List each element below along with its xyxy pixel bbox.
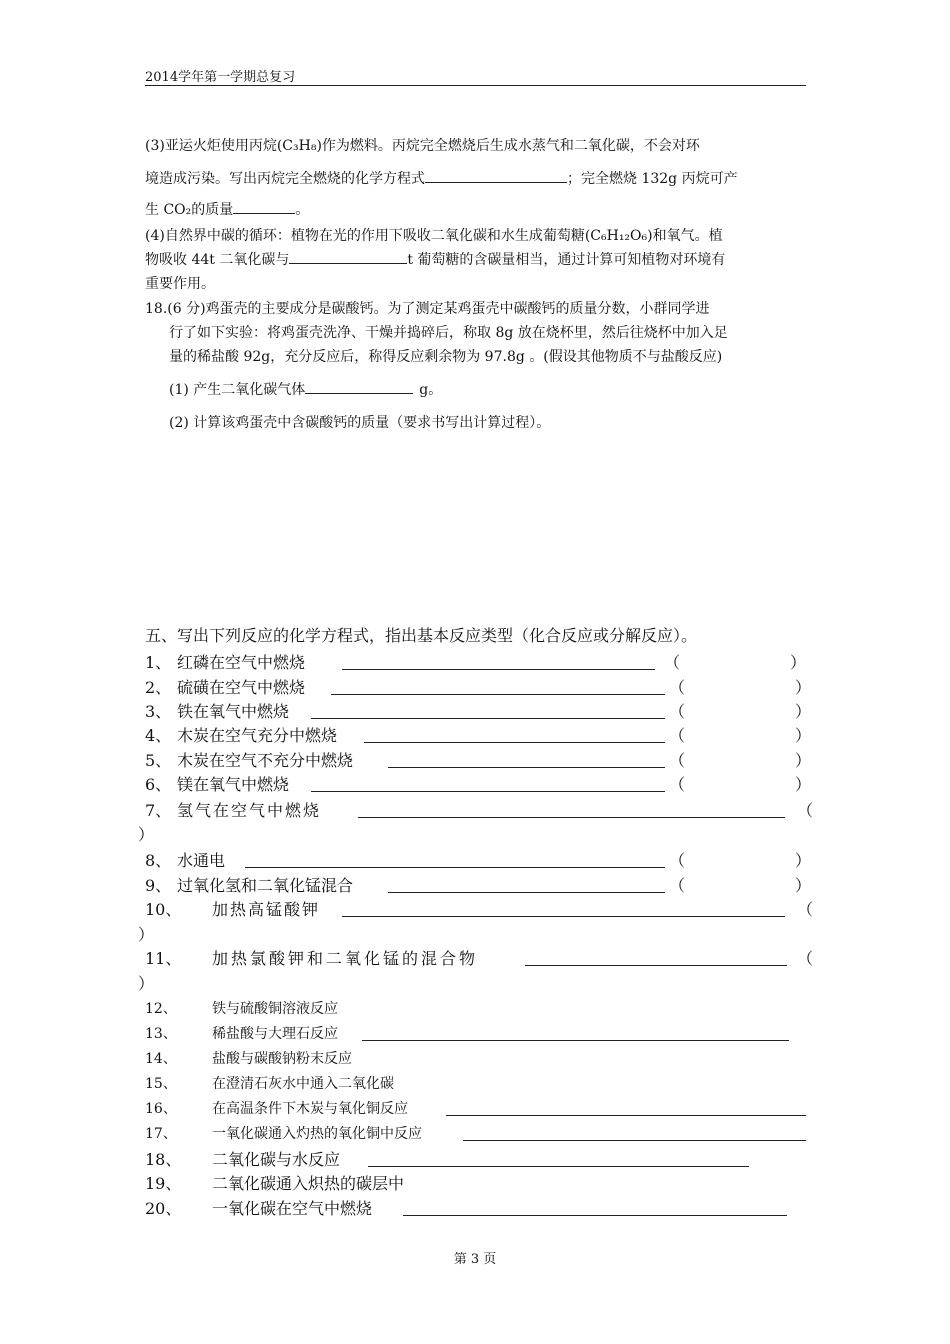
reaction-type-open-paren: （: [669, 678, 686, 697]
reaction-number: 15、: [145, 1076, 177, 1092]
reaction-type-close-paren: ）: [790, 653, 807, 672]
reaction-text: 木炭在空气不充分中燃烧: [177, 751, 354, 770]
q18-line1: 18.(6 分)鸡蛋壳的主要成分是碳酸钙。为了测定某鸡蛋壳中碳酸钙的质量分数，小群同学进: [145, 301, 710, 317]
equation-blank[interactable]: [463, 1140, 806, 1141]
q4-glucose-blank[interactable]: [289, 249, 407, 264]
reaction-type-open-paren: （: [669, 876, 686, 895]
reaction-number: 13、: [145, 1026, 177, 1042]
q18-sub2: (2) 计算该鸡蛋壳中含碳酸钙的质量（要求书写出计算过程）。: [169, 415, 551, 431]
q3-line3-end: 。: [295, 202, 310, 218]
q18-co2-blank[interactable]: [305, 379, 413, 394]
reaction-text: 木炭在空气充分中燃烧: [177, 726, 338, 745]
reaction-number: 20、: [145, 1199, 182, 1218]
reaction-type-close-paren: ）: [138, 825, 155, 844]
reaction-type-close-paren: ）: [138, 925, 155, 944]
reaction-text: 二氧化碳与水反应: [212, 1150, 341, 1169]
reaction-type-open-paren: （: [797, 801, 814, 820]
reaction-type-close-paren: ）: [795, 678, 812, 697]
equation-blank[interactable]: [245, 867, 665, 868]
reaction-number: 9、: [145, 876, 172, 895]
reaction-number: 3、: [145, 702, 172, 721]
reaction-type-open-paren: （: [669, 751, 686, 770]
q3-line2-text-b: ；完全燃烧 132g 丙烷可产: [567, 171, 738, 187]
equation-blank[interactable]: [311, 718, 665, 719]
equation-blank[interactable]: [403, 1215, 787, 1216]
reaction-number: 11、: [145, 949, 182, 968]
q4-line2: [145, 249, 725, 269]
reaction-number: 2、: [145, 678, 172, 697]
reaction-type-open-paren: （: [664, 653, 681, 672]
page-header-title: 2014学年第一学期总复习: [145, 70, 296, 85]
reaction-text: 水通电: [177, 851, 226, 870]
reaction-text: 在澄清石灰水中通入二氧化碳: [212, 1076, 394, 1092]
reaction-type-close-paren: ）: [138, 974, 155, 993]
reaction-text: 一氧化碳在空气中燃烧: [212, 1199, 373, 1218]
reaction-text: 加热氯酸钾和二氧化锰的混合物: [212, 949, 479, 968]
reaction-type-close-paren: ）: [795, 851, 812, 870]
reaction-number: 10、: [145, 900, 182, 919]
equation-blank[interactable]: [331, 694, 665, 695]
reaction-text: 镁在氧气中燃烧: [177, 775, 290, 794]
reaction-number: 12、: [145, 1001, 177, 1017]
page-number: 第 3 页: [453, 1252, 497, 1267]
reaction-text: 二氧化碳通入炽热的碳层中: [212, 1174, 405, 1193]
equation-blank[interactable]: [358, 817, 785, 818]
equation-blank[interactable]: [388, 767, 665, 768]
q4-line2-text: 物吸收 44t 二氧化碳与: [145, 252, 290, 268]
section5-title: 五、写出下列反应的化学方程式，指出基本反应类型（化合反应或分解反应）。: [145, 626, 698, 645]
equation-blank[interactable]: [388, 892, 665, 893]
q18-sub1-text: (1) 产生二氧化碳气体: [169, 382, 306, 398]
q18-sub1: [169, 379, 442, 399]
reaction-number: 7、: [145, 801, 172, 820]
reaction-text: 过氧化氢和二氧化锰混合: [177, 876, 354, 895]
reaction-number: 19、: [145, 1174, 182, 1193]
reaction-type-open-paren: （: [669, 726, 686, 745]
q4-line2-text-b: t 葡萄糖的含碳量相当，通过计算可知植物对环境有: [407, 252, 726, 268]
q3-mass-blank[interactable]: [233, 199, 295, 214]
reaction-text: 硫磺在空气中燃烧: [177, 678, 306, 697]
reaction-text: 加热高锰酸钾: [212, 900, 321, 919]
q3-equation-blank[interactable]: [425, 168, 567, 183]
q3-line2-text: 境造成污染。写出丙烷完全燃烧的化学方程式: [145, 171, 425, 187]
q18-line2: 行了如下实验：将鸡蛋壳洗净、干燥并捣碎后，称取 8g 放在烧杯里，然后往烧杯中加入足: [169, 325, 728, 341]
q3-line3-text: 生 CO₂的质量: [145, 202, 234, 218]
reaction-type-open-paren: （: [797, 949, 814, 968]
reaction-type-close-paren: ）: [795, 702, 812, 721]
reaction-text: 氢气在空气中燃烧: [177, 801, 322, 820]
reaction-text: 盐酸与碳酸钠粉末反应: [212, 1051, 352, 1067]
reaction-text: 铁在氧气中燃烧: [177, 702, 290, 721]
reaction-text: 稀盐酸与大理石反应: [212, 1026, 338, 1042]
reaction-text: 铁与硫酸铜溶液反应: [212, 1001, 338, 1017]
reaction-number: 5、: [145, 751, 172, 770]
reaction-number: 18、: [145, 1150, 182, 1169]
reaction-number: 1、: [145, 653, 172, 672]
reaction-type-close-paren: ）: [795, 876, 812, 895]
reaction-text: 一氧化碳通入灼热的氧化铜中反应: [212, 1126, 422, 1142]
reaction-number: 8、: [145, 851, 172, 870]
reaction-number: 4、: [145, 726, 172, 745]
equation-blank[interactable]: [446, 1115, 806, 1116]
q3-line3: [145, 199, 309, 219]
equation-blank[interactable]: [342, 669, 655, 670]
reaction-text: 红磷在空气中燃烧: [177, 653, 306, 672]
reaction-type-open-paren: （: [669, 851, 686, 870]
reaction-type-close-paren: ）: [795, 751, 812, 770]
equation-blank[interactable]: [364, 742, 665, 743]
q4-line1: (4)自然界中碳的循环：植物在光的作用下吸收二氧化碳和水生成葡萄糖(C₆H₁₂O₆)和氧气。植: [145, 228, 723, 244]
reaction-type-close-paren: ）: [795, 775, 812, 794]
q3-line1: (3)亚运火炬使用丙烷(C₃H₈)作为燃料。丙烷完全燃烧后生成水蒸气和二氧化碳，不会对环: [145, 138, 700, 154]
reaction-type-close-paren: ）: [795, 726, 812, 745]
reaction-type-open-paren: （: [669, 702, 686, 721]
reaction-type-open-paren: （: [797, 900, 814, 919]
reaction-number: 6、: [145, 775, 172, 794]
q18-line3: 量的稀盐酸 92g，充分反应后，称得反应剩余物为 97.8g 。(假设其他物质不与盐酸反应): [169, 349, 723, 365]
q4-line3: 重要作用。: [145, 276, 215, 292]
equation-blank[interactable]: [525, 965, 787, 966]
q3-line2: [145, 168, 738, 188]
reaction-number: 17、: [145, 1126, 177, 1142]
reaction-type-open-paren: （: [669, 775, 686, 794]
header-divider: [145, 85, 806, 86]
equation-blank[interactable]: [311, 791, 665, 792]
q18-sub1-unit: g。: [419, 382, 443, 398]
reaction-text: 在高温条件下木炭与氧化铜反应: [212, 1101, 408, 1117]
reaction-number: 16、: [145, 1101, 177, 1117]
equation-blank[interactable]: [368, 1166, 749, 1167]
reaction-number: 14、: [145, 1051, 177, 1067]
equation-blank[interactable]: [362, 1040, 789, 1041]
equation-blank[interactable]: [342, 916, 785, 917]
